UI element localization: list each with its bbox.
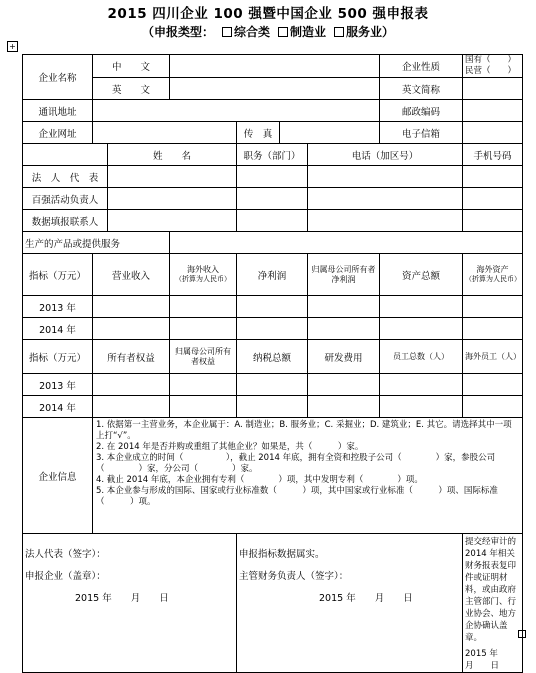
fin1-2013-net-profit-field[interactable] [237, 296, 308, 318]
fin1-2014-net-profit-field[interactable] [237, 318, 308, 340]
fin2-2013-overseas-employees-field[interactable] [463, 374, 523, 396]
english-abbr-field[interactable] [463, 78, 523, 100]
fin1-2014-overseas-assets-field[interactable] [463, 318, 523, 340]
info-item-3: 3. 本企业成立的时间（ ），截止 2014 年底，拥有全资和控股子公司（ ）家，参股公司（ ）家，分公司（ ）家。 [96, 453, 496, 474]
fin1-2014-assets-field[interactable] [380, 318, 463, 340]
legal-rep-position-field[interactable] [237, 166, 308, 188]
info-item-2: 2. 在 2014 年是否并购或重组了其他企业？如果是，共（ ）家。 [96, 442, 364, 452]
info-item-1: 1. 依据第一主营业务，本企业属于：A. 制造业；B. 服务业；C. 采掘业；D. 建筑业；E. 其它。请选择其中一项上打“√”。 [96, 420, 512, 441]
fin1-year-2014: 2014 年 [23, 318, 93, 340]
fin2-header-indicator: 指标（万元） [23, 340, 93, 374]
fin1-2013-overseas-revenue-field[interactable] [170, 296, 237, 318]
checkbox-comprehensive[interactable] [222, 27, 232, 37]
checkbox-service[interactable] [334, 27, 344, 37]
signature-middle[interactable] [237, 534, 463, 673]
fin2-2014-overseas-employees-field[interactable] [463, 396, 523, 418]
fin2-2013-rnd-field[interactable] [308, 374, 380, 396]
legal-rep-name-field[interactable] [108, 166, 237, 188]
contact-header-blank [23, 144, 108, 166]
contact-header-name: 姓 名 [108, 144, 237, 166]
info-item-4: 4. 截止 2014 年底，本企业拥有专利（ ）项，其中发明专利（ ）项。 [96, 475, 423, 485]
email-field[interactable] [463, 122, 523, 144]
ownership-options[interactable] [463, 55, 523, 78]
audit-note: 提交经审计的 2014 年相关财务报表复印件或证明材料，或由政府主管部门、行业协会、地方企协确认盖章。 [465, 537, 517, 643]
contact-header-position: 职务（部门） [237, 144, 308, 166]
page-end-marker-icon [518, 630, 526, 638]
type-manufacturing: 制造业 [289, 25, 326, 39]
subtitle-suffix: ） [382, 25, 395, 39]
form-title: 2015 四川企业 100 强暨中国企业 500 强申报表 [107, 6, 429, 22]
fin1-year-2013: 2013 年 [23, 296, 93, 318]
date-right: 2015 年 月 日 [465, 649, 515, 671]
company-name-label: 企业名称 [23, 55, 93, 100]
website-label: 企业网址 [23, 122, 93, 144]
postcode-label: 邮政编码 [380, 100, 463, 122]
fin1-header-overseas-assets [463, 254, 523, 296]
fin1-2013-assets-field[interactable] [380, 296, 463, 318]
fin2-year-2013: 2013 年 [23, 374, 93, 396]
finance-head-signature: 主管财务负责人（签字）： [239, 571, 349, 582]
signature-left[interactable] [23, 534, 237, 673]
english-abbr-label: 英文简称 [380, 78, 463, 100]
contact-header-phone: 电话（加区号） [308, 144, 463, 166]
fin1-header-overseas-revenue [170, 254, 237, 296]
fax-field[interactable] [280, 122, 380, 144]
data-contact-name-field[interactable] [108, 210, 237, 232]
ownership-state: 国有（ ） [465, 55, 517, 65]
data-contact-mobile-field[interactable] [463, 210, 523, 232]
fin1-header-parent-net-profit: 归属母公司所有者净利润 [308, 254, 380, 296]
fin1-header-total-assets: 资产总额 [380, 254, 463, 296]
fin1-header-revenue: 营业收入 [93, 254, 170, 296]
chinese-name-field[interactable] [170, 55, 380, 78]
fin1-header-net-profit: 净利润 [237, 254, 308, 296]
fin2-year-2014: 2014 年 [23, 396, 93, 418]
date-middle: 2015 年 月 日 [319, 593, 413, 604]
fin2-header-overseas-employees: 海外员工（人） [463, 340, 523, 374]
fin2-header-parent-equity: 归属母公司所有者权益 [170, 340, 237, 374]
application-form-table [22, 54, 523, 673]
company-info-label: 企业信息 [23, 418, 93, 534]
fin2-2014-equity-field[interactable] [93, 396, 170, 418]
fin1-header-indicator: 指标（万元） [23, 254, 93, 296]
fin2-2014-tax-field[interactable] [237, 396, 308, 418]
activity-head-position-field[interactable] [237, 188, 308, 210]
fin2-2014-employees-field[interactable] [380, 396, 463, 418]
email-label: 电子信箱 [380, 122, 463, 144]
info-item-5: 5. 本企业参与形成的国际、国家或行业标准数（ ）项，其中国家或行业标准（ ）项、国际标准（ ）项。 [96, 486, 498, 507]
type-comprehensive: 综合类 [233, 25, 270, 39]
fin2-header-rnd: 研发费用 [308, 340, 380, 374]
website-field[interactable] [93, 122, 237, 144]
activity-head-name-field[interactable] [108, 188, 237, 210]
activity-head-phone-field[interactable] [308, 188, 463, 210]
overseas-assets-label: 海外资产 [476, 265, 509, 274]
fin2-header-employees: 员工总数（人） [380, 340, 463, 374]
subtitle-prefix: （申报类型： [141, 25, 214, 39]
fax-label: 传 真 [237, 122, 280, 144]
company-info-body[interactable] [93, 418, 523, 534]
contact-header-mobile: 手机号码 [463, 144, 523, 166]
fin2-header-equity: 所有者权益 [93, 340, 170, 374]
fin2-header-tax: 纳税总额 [237, 340, 308, 374]
data-true-statement: 申报指标数据属实。 [239, 549, 325, 560]
type-service: 服务业 [346, 25, 383, 39]
address-label: 通讯地址 [23, 100, 93, 122]
fin2-2014-rnd-field[interactable] [308, 396, 380, 418]
company-nature-label: 企业性质 [380, 55, 463, 78]
company-seal: 申报企业（盖章）： [25, 571, 106, 582]
date-left: 2015 年 月 日 [75, 593, 169, 604]
fin2-2013-employees-field[interactable] [380, 374, 463, 396]
data-contact-phone-field[interactable] [308, 210, 463, 232]
fin1-2014-revenue-field[interactable] [93, 318, 170, 340]
products-field[interactable] [170, 232, 523, 254]
checkbox-manufacturing[interactable] [278, 27, 288, 37]
fin1-2013-revenue-field[interactable] [93, 296, 170, 318]
legal-rep-mobile-field[interactable] [463, 166, 523, 188]
overseas-revenue-label: 海外收入 [187, 265, 220, 274]
fin1-2013-parent-profit-field[interactable] [308, 296, 380, 318]
data-contact-position-field[interactable] [237, 210, 308, 232]
role-legal-rep: 法 人 代 表 [23, 166, 108, 188]
fin2-2013-tax-field[interactable] [237, 374, 308, 396]
form-subtitle [0, 23, 536, 40]
products-label: 生产的产品或提供服务 [23, 232, 170, 254]
signature-right[interactable] [463, 534, 523, 673]
english-name-field[interactable] [170, 78, 380, 100]
fin2-2013-equity-field[interactable] [93, 374, 170, 396]
fin2-2014-parent-equity-field[interactable] [170, 396, 237, 418]
role-data-contact: 数据填报联系人 [23, 210, 108, 232]
legal-rep-signature: 法人代表（签字）： [25, 549, 106, 560]
ownership-private: 民营（ ） [465, 66, 517, 76]
role-activity-head: 百强活动负责人 [23, 188, 108, 210]
overseas-assets-note: （折算为人民币） [465, 275, 522, 283]
legal-rep-phone-field[interactable] [308, 166, 463, 188]
table-move-handle-icon[interactable]: + [7, 41, 18, 52]
english-name-label: 英 文 [93, 78, 170, 100]
activity-head-mobile-field[interactable] [463, 188, 523, 210]
postcode-field[interactable] [463, 100, 523, 122]
fin2-2013-parent-equity-field[interactable] [170, 374, 237, 396]
address-field[interactable] [93, 100, 380, 122]
fin1-2013-overseas-assets-field[interactable] [463, 296, 523, 318]
fin1-2014-parent-profit-field[interactable] [308, 318, 380, 340]
fin1-2014-overseas-revenue-field[interactable] [170, 318, 237, 340]
chinese-name-label: 中 文 [93, 55, 170, 78]
overseas-revenue-note: （折算为人民币） [175, 275, 232, 283]
